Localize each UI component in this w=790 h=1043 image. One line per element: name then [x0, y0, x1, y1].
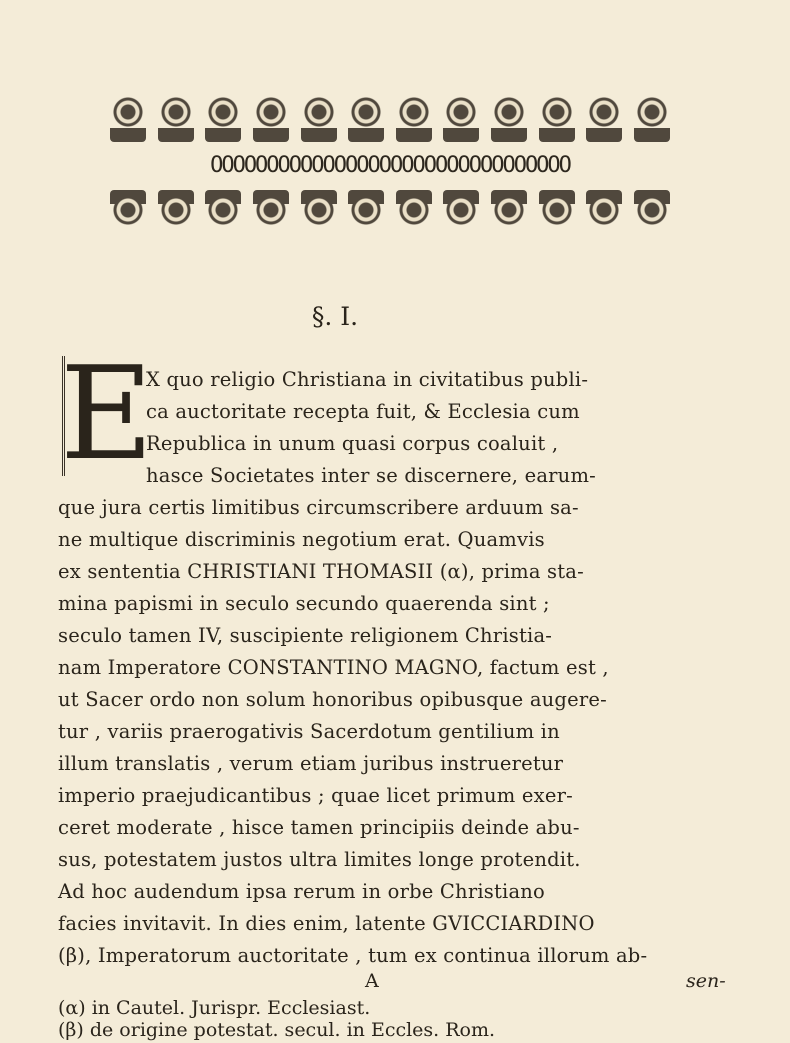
text-line: que jura certis limitibus circumscribere arduum sa-	[58, 496, 579, 519]
text-line: sus, potestatem justos ultra limites longe protendit.	[58, 848, 581, 871]
header-ornament	[110, 88, 670, 263]
ornament-flower-icon	[634, 190, 670, 240]
footnote-alpha: (α) in Cautel. Jurispr. Ecclesiast.	[58, 997, 371, 1019]
ornament-flower-icon	[586, 92, 622, 142]
ornament-flower-icon	[491, 92, 527, 142]
ornament-flower-icon	[110, 92, 146, 142]
text-line: hasce Societates inter se discernere, earum-	[146, 464, 596, 487]
section-heading: §. I.	[311, 302, 359, 331]
ornament-flower-icon	[348, 92, 384, 142]
signature-mark: A	[365, 970, 379, 992]
footnote-beta: (β) de origine potestat. secul. in Eccles. Rom.	[58, 1019, 496, 1041]
ornament-flower-icon	[586, 190, 622, 240]
ornament-flower-icon	[348, 190, 384, 240]
text-line: ex sententia CHRISTIANI THOMASII (α), prima sta-	[58, 560, 584, 583]
ornament-flower-icon	[443, 92, 479, 142]
ornament-top-row	[110, 88, 670, 146]
ornament-flower-icon	[158, 92, 194, 142]
ornament-flower-icon	[539, 190, 575, 240]
ornament-flower-icon	[253, 92, 289, 142]
catchword: sen-	[686, 970, 726, 992]
text-line: ca auctoritate recepta fuit, & Ecclesia cum	[146, 400, 580, 423]
ornament-flower-icon	[443, 190, 479, 240]
text-line: tur , variis praerogativis Sacerdotum gentilium in	[58, 720, 560, 743]
ornament-flower-icon	[205, 92, 241, 142]
text-line: (β), Imperatorum auctoritate , tum ex continua illorum ab-	[58, 944, 648, 967]
text-line: Republica in unum quasi corpus coaluit ,	[146, 432, 559, 455]
text-line: X quo religio Christiana in civitatibus publi-	[146, 368, 589, 391]
ornament-bottom-row	[110, 186, 670, 244]
ornament-flower-icon	[396, 92, 432, 142]
text-line: ceret moderate , hisce tamen principiis deinde abu-	[58, 816, 580, 839]
text-line: ut Sacer ordo non solum honoribus opibusque augere-	[58, 688, 607, 711]
ornament-flower-icon	[158, 190, 194, 240]
ornament-flower-icon	[110, 190, 146, 240]
ornament-flower-icon	[634, 92, 670, 142]
ornament-flower-icon	[491, 190, 527, 240]
ornament-flower-icon	[301, 190, 337, 240]
text-line: imperio praejudicantibus ; quae licet primum exer-	[58, 784, 573, 807]
ornament-flower-icon	[205, 190, 241, 240]
text-line: ne multique discriminis negotium erat. Quamvis	[58, 528, 545, 551]
text-line: mina papismi in seculo secundo quaerenda sint ;	[58, 592, 550, 615]
text-line: Ad hoc audendum ipsa rerum in orbe Christiano	[58, 880, 545, 903]
text-line: seculo tamen IV, suscipiente religionem Christia-	[58, 624, 553, 647]
text-line: illum translatis , verum etiam juribus instrueretur	[58, 752, 564, 775]
ornament-flower-icon	[539, 92, 575, 142]
ornament-flower-icon	[301, 92, 337, 142]
ornament-flower-icon	[396, 190, 432, 240]
text-line: facies invitavit. In dies enim, latente GVICCIARDINO	[58, 912, 595, 935]
ornament-circle-row: OOOOOOOOOOOOOOOOOOOOOOOOOOOOOOOO	[210, 153, 570, 178]
drop-cap-initial: E	[60, 340, 154, 489]
text-line: nam Imperatore CONSTANTINO MAGNO, factum est ,	[58, 656, 609, 679]
ornament-flower-icon	[253, 190, 289, 240]
